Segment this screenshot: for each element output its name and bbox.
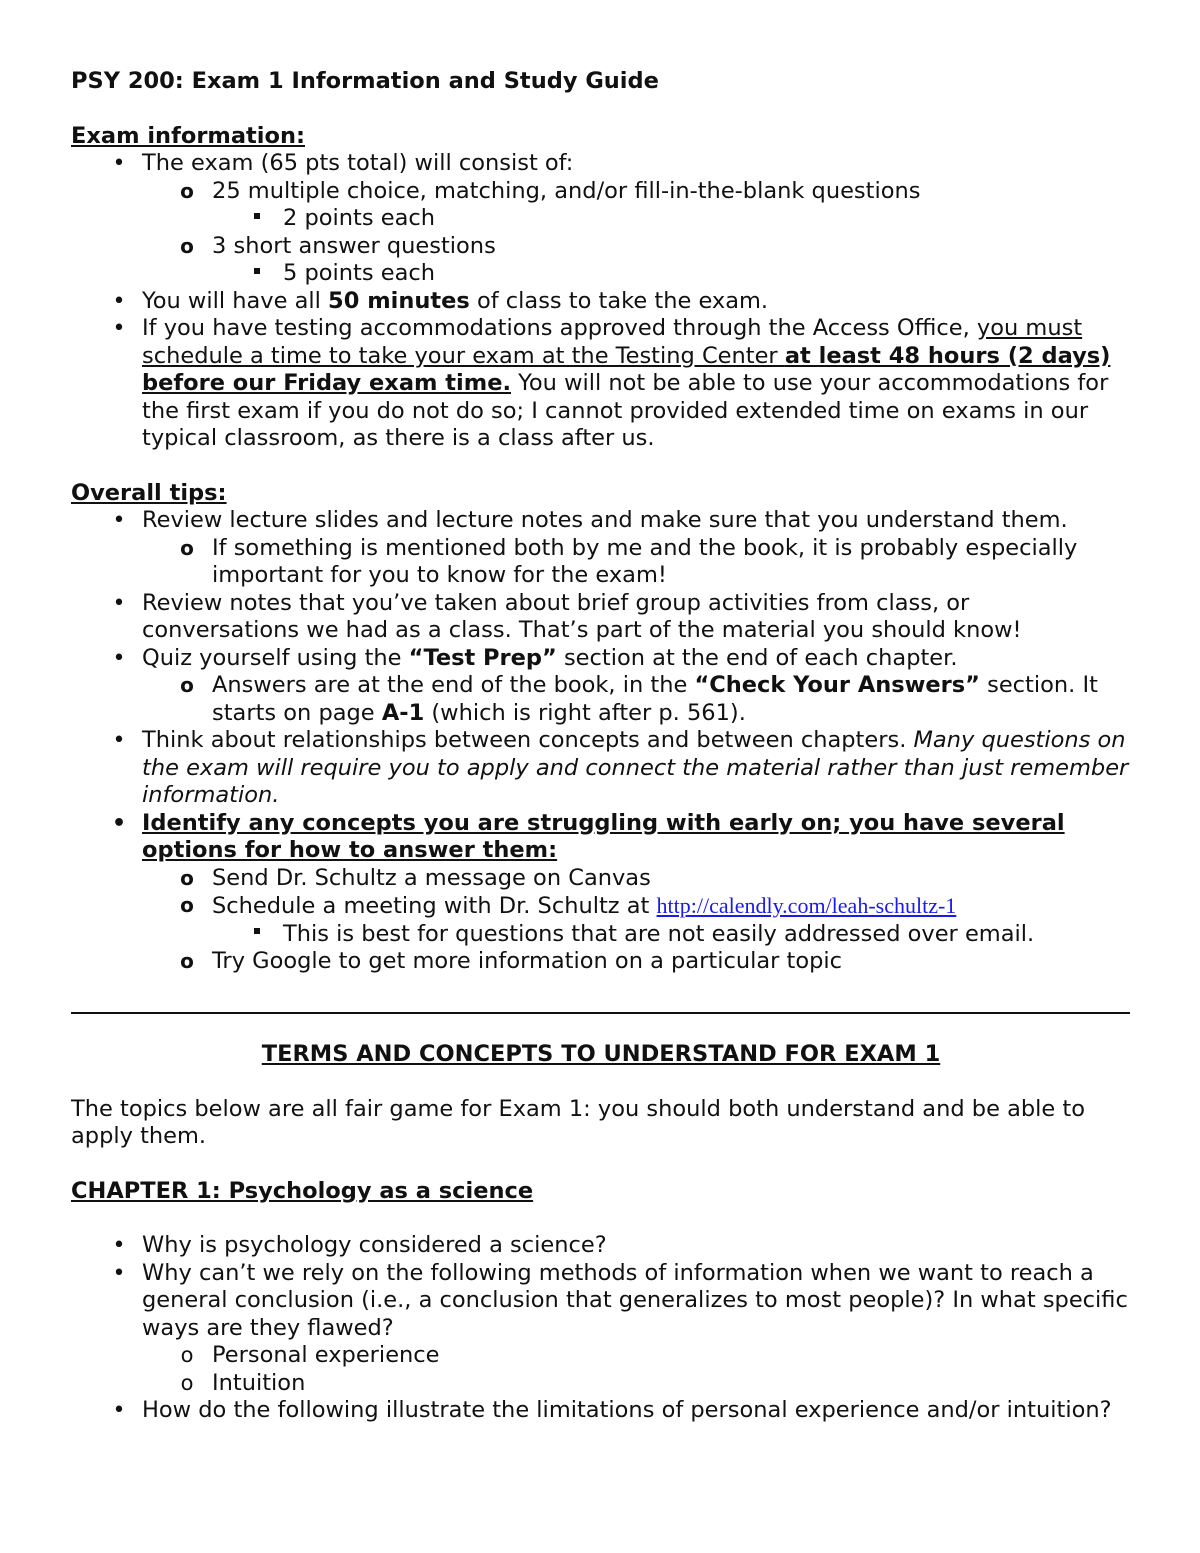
list-item: • Why can’t we rely on the following methods of information when we want to reach a general conclusion (i.e., a conclusion that generalizes to most people)? In what specific ways are they flawed? (71, 1260, 1131, 1343)
bullet-icon (109, 288, 129, 316)
document-page (71, 68, 1131, 976)
list-item: o Intuition (71, 1370, 1131, 1398)
page-title: PSY 200: Exam 1 Information and Study Guide (71, 68, 659, 94)
list-item: • Why is psychology considered a science? (71, 1232, 1131, 1260)
bullet-icon (109, 1397, 129, 1425)
bullet-icon (109, 645, 129, 673)
chapter1-heading: CHAPTER 1: Psychology as a science (71, 1177, 534, 1204)
circle-bullet-icon (177, 892, 197, 920)
list-item: 5 points each (71, 260, 1131, 288)
bullet-icon (109, 590, 129, 618)
exam-info-list (71, 150, 1131, 453)
exam-info-heading: Exam information: (71, 122, 305, 149)
terms-section (71, 1041, 1131, 1425)
bullet-icon (109, 150, 129, 178)
circle-bullet-icon (177, 1370, 197, 1398)
square-bullet-icon (247, 205, 267, 233)
list-item: • Review lecture slides and lecture notes and make sure that you understand them. (71, 507, 1131, 535)
list-item: • Think about relationships between concepts and between chapters. Many questions on the exam will require you to apply and connect the material rather than just remember information. (71, 727, 1131, 810)
bullet-icon (109, 810, 129, 838)
circle-bullet-icon (177, 672, 197, 700)
list-item: 2 points each (71, 205, 1131, 233)
horizontal-rule (71, 1012, 1130, 1014)
list-item: o 3 short answer questions (71, 233, 1131, 261)
list-item: o Send Dr. Schultz a message on Canvas (71, 865, 1131, 893)
circle-bullet-icon (177, 865, 197, 893)
list-item: • The exam (65 pts total) will consist of: (71, 150, 1131, 178)
circle-bullet-icon (177, 535, 197, 563)
terms-heading: TERMS AND CONCEPTS TO UNDERSTAND FOR EXAM 1 (261, 1041, 941, 1067)
list-item: • Quiz yourself using the “Test Prep” section at the end of each chapter. (71, 645, 1131, 673)
bullet-icon (109, 727, 129, 755)
list-item: o Schedule a meeting with Dr. Schultz at http://calendly.com/leah-schultz-1 (71, 892, 1131, 921)
circle-bullet-icon (177, 178, 197, 206)
chapter1-list (71, 1232, 1131, 1425)
bullet-icon (109, 1260, 129, 1288)
circle-bullet-icon (177, 233, 197, 261)
list-item: o Try Google to get more information on a particular topic (71, 948, 1131, 976)
list-item: • How do the following illustrate the limitations of personal experience and/or intuition? (71, 1397, 1131, 1425)
bullet-icon (109, 1232, 129, 1260)
square-bullet-icon (247, 260, 267, 288)
circle-bullet-icon (177, 1342, 197, 1370)
list-item: • Review notes that you’ve taken about brief group activities from class, or conversations we had as a class. That’s part of the material you should know! (71, 590, 1131, 645)
circle-bullet-icon (177, 948, 197, 976)
list-item: This is best for questions that are not easily addressed over email. (71, 921, 1131, 949)
list-item: o If something is mentioned both by me and the book, it is probably especially important for you to know for the exam! (71, 535, 1131, 590)
tips-list (71, 507, 1131, 976)
list-item: o Answers are at the end of the book, in the “Check Your Answers” section. It starts on page A-1 (which is right after p. 561). (71, 672, 1131, 727)
overall-tips-heading: Overall tips: (71, 479, 227, 506)
square-bullet-icon (247, 921, 267, 949)
terms-intro: The topics below are all fair game for Exam 1: you should both understand and be able to apply them. (71, 1095, 1085, 1149)
bullet-icon (109, 315, 129, 343)
list-item: • If you have testing accommodations approved through the Access Office, you must schedule a time to take your exam at the Testing Center at least 48 hours (2 days) before our Friday exam time. You will not be able to use your accommodations for the first exam if you do not do so; I cannot provided extended time on exams in our typical classroom, as there is a class after us. (71, 315, 1131, 453)
bullet-icon (109, 507, 129, 535)
list-item: o Personal experience (71, 1342, 1131, 1370)
calendly-link[interactable]: http://calendly.com/leah-schultz-1 (656, 893, 957, 918)
list-item: • You will have all 50 minutes of class to take the exam. (71, 288, 1131, 316)
list-item: • Identify any concepts you are struggling with early on; you have several options for how to answer them: (71, 810, 1131, 865)
list-item: o 25 multiple choice, matching, and/or fill-in-the-blank questions (71, 178, 1131, 206)
